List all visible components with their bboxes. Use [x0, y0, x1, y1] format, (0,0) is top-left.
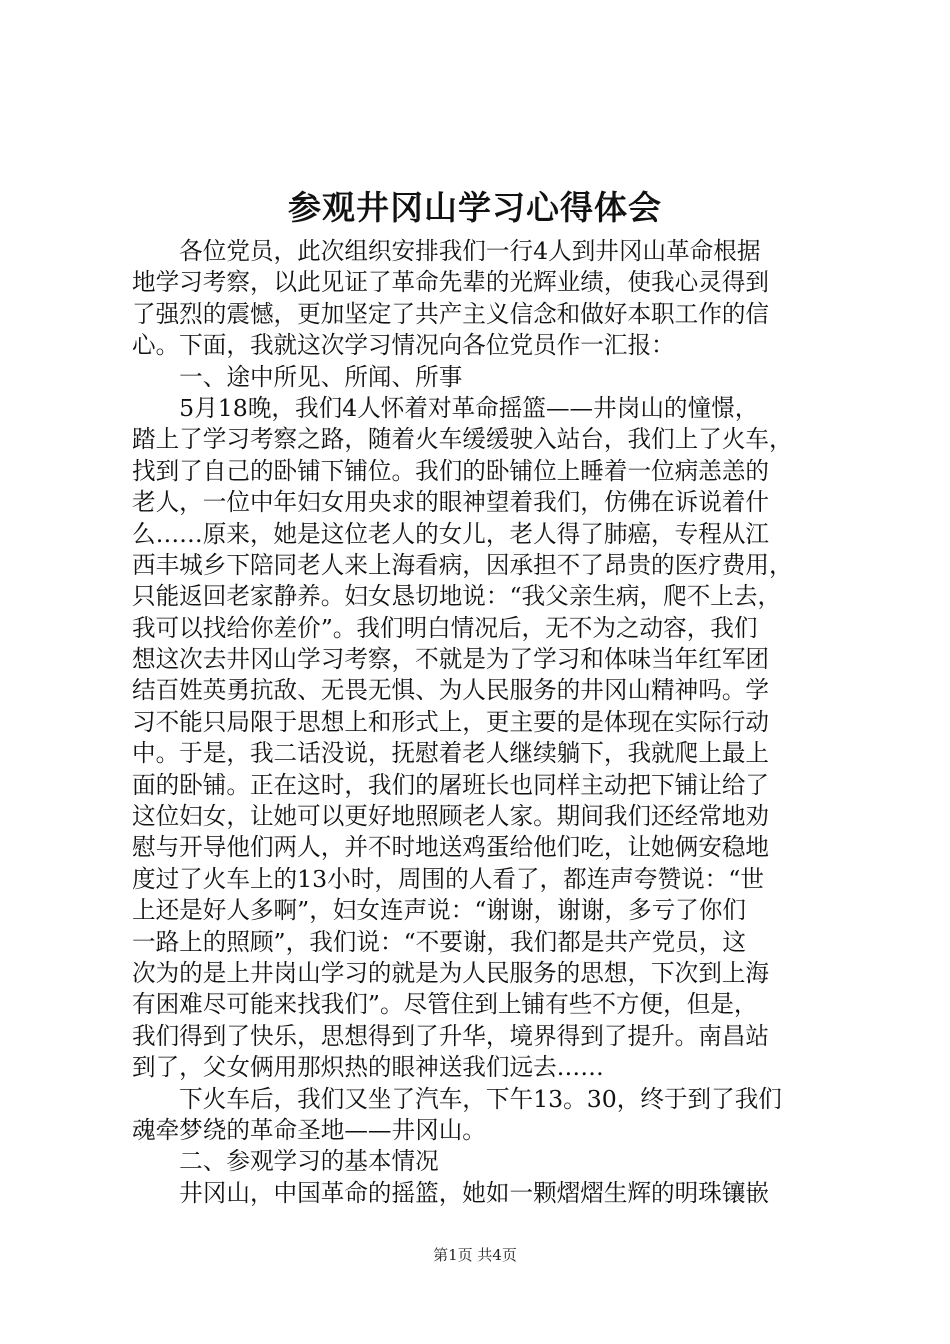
body-text-line: 魂牵梦绕的革命圣地——井冈山。	[132, 1115, 486, 1144]
body-text-line: 老人，一位中年妇女用央求的眼神望着我们，仿佛在诉说着什	[132, 488, 770, 517]
body-text-line: 井冈山，中国革命的摇篮，她如一颗熠熠生辉的明珠镶嵌	[132, 1178, 770, 1207]
body-text-line: 找到了自己的卧铺下铺位。我们的卧铺位上睡着一位病恙恙的	[132, 456, 770, 485]
body-text-line: 有困难尽可能来找我们”。尽管住到上铺有些不方便，但是，	[132, 990, 758, 1019]
body-text-line: 面的卧铺。正在这时，我们的屠班长也同样主动把下铺让给了	[132, 770, 770, 799]
body-text-line: 5月18晚，我们4人怀着对革命摇篮——井岗山的憧憬，	[132, 393, 759, 422]
document-title: 参观井冈山学习心得体会	[288, 188, 662, 227]
body-text-line: 中。于是，我二话没说，抚慰着老人继续躺下，我就爬上最上	[132, 739, 770, 768]
body-text-line: 二、参观学习的基本情况	[132, 1147, 439, 1176]
body-text-line: 到了，父女俩用那炽热的眼神送我们远去……	[132, 1053, 604, 1082]
body-text-line: 西丰城乡下陪同老人来上海看病，因承担不了昂贵的医疗费用，	[132, 550, 793, 579]
body-text-line: 结百姓英勇抗敌、无畏无惧、为人民服务的井冈山精神吗。学	[132, 676, 770, 705]
body-text-line: 想这次去井冈山学习考察，不就是为了学习和体味当年红军团	[132, 645, 770, 674]
body-text-line: 习不能只局限于思想上和形式上，更主要的是体现在实际行动	[132, 707, 770, 736]
body-text-line: 我们得到了快乐，思想得到了升华，境界得到了提升。南昌站	[132, 1021, 770, 1050]
page-number-footer: 第1页 共4页	[433, 1246, 517, 1264]
body-text-line: 度过了火车上的13小时，周围的人看了，都连声夸赞说：“世	[132, 864, 764, 893]
body-text-line: 么……原来，她是这位老人的女儿，老人得了肺癌，专程从江	[132, 519, 770, 548]
body-text-line: 心。下面，我就这次学习情况向各位党员作一汇报：	[132, 331, 675, 360]
body-text-line: 慰与开导他们两人，并不时地送鸡蛋给他们吃，让她俩安稳地	[132, 833, 770, 862]
body-text-line: 只能返回老家静养。妇女恳切地说：“我父亲生病，爬不上去，	[132, 582, 782, 611]
body-text-line: 踏上了学习考察之路，随着火车缓缓驶入站台，我们上了火车，	[132, 425, 793, 454]
body-text-line: 各位党员，此次组织安排我们一行4人到井冈山革命根据	[132, 237, 761, 265]
body-text-line: 这位妇女，让她可以更好地照顾老人家。期间我们还经常地劝	[132, 802, 770, 831]
body-text-line: 我可以找给你差价”。我们明白情况后，无不为之动容，我们	[132, 613, 758, 642]
body-text-line: 了强烈的震憾，更加坚定了共产主义信念和做好本职工作的信	[132, 299, 770, 328]
body-text-line: 上还是好人多啊”，妇女连声说：“谢谢，谢谢，多亏了你们	[132, 896, 746, 925]
body-text-line: 一、途中所见、所闻、所事	[132, 362, 463, 391]
body-text-line: 地学习考察，以此见证了革命先辈的光辉业绩，使我心灵得到	[132, 268, 770, 297]
body-text-line: 一路上的照顾”，我们说：“不要谢，我们都是共产党员，这	[132, 927, 746, 956]
body-text-line: 下火车后，我们又坐了汽车，下午13。30，终于到了我们	[132, 1084, 782, 1113]
body-text-line: 次为的是上井岗山学习的就是为人民服务的思想，下次到上海	[132, 958, 770, 987]
document-body	[132, 236, 837, 1209]
